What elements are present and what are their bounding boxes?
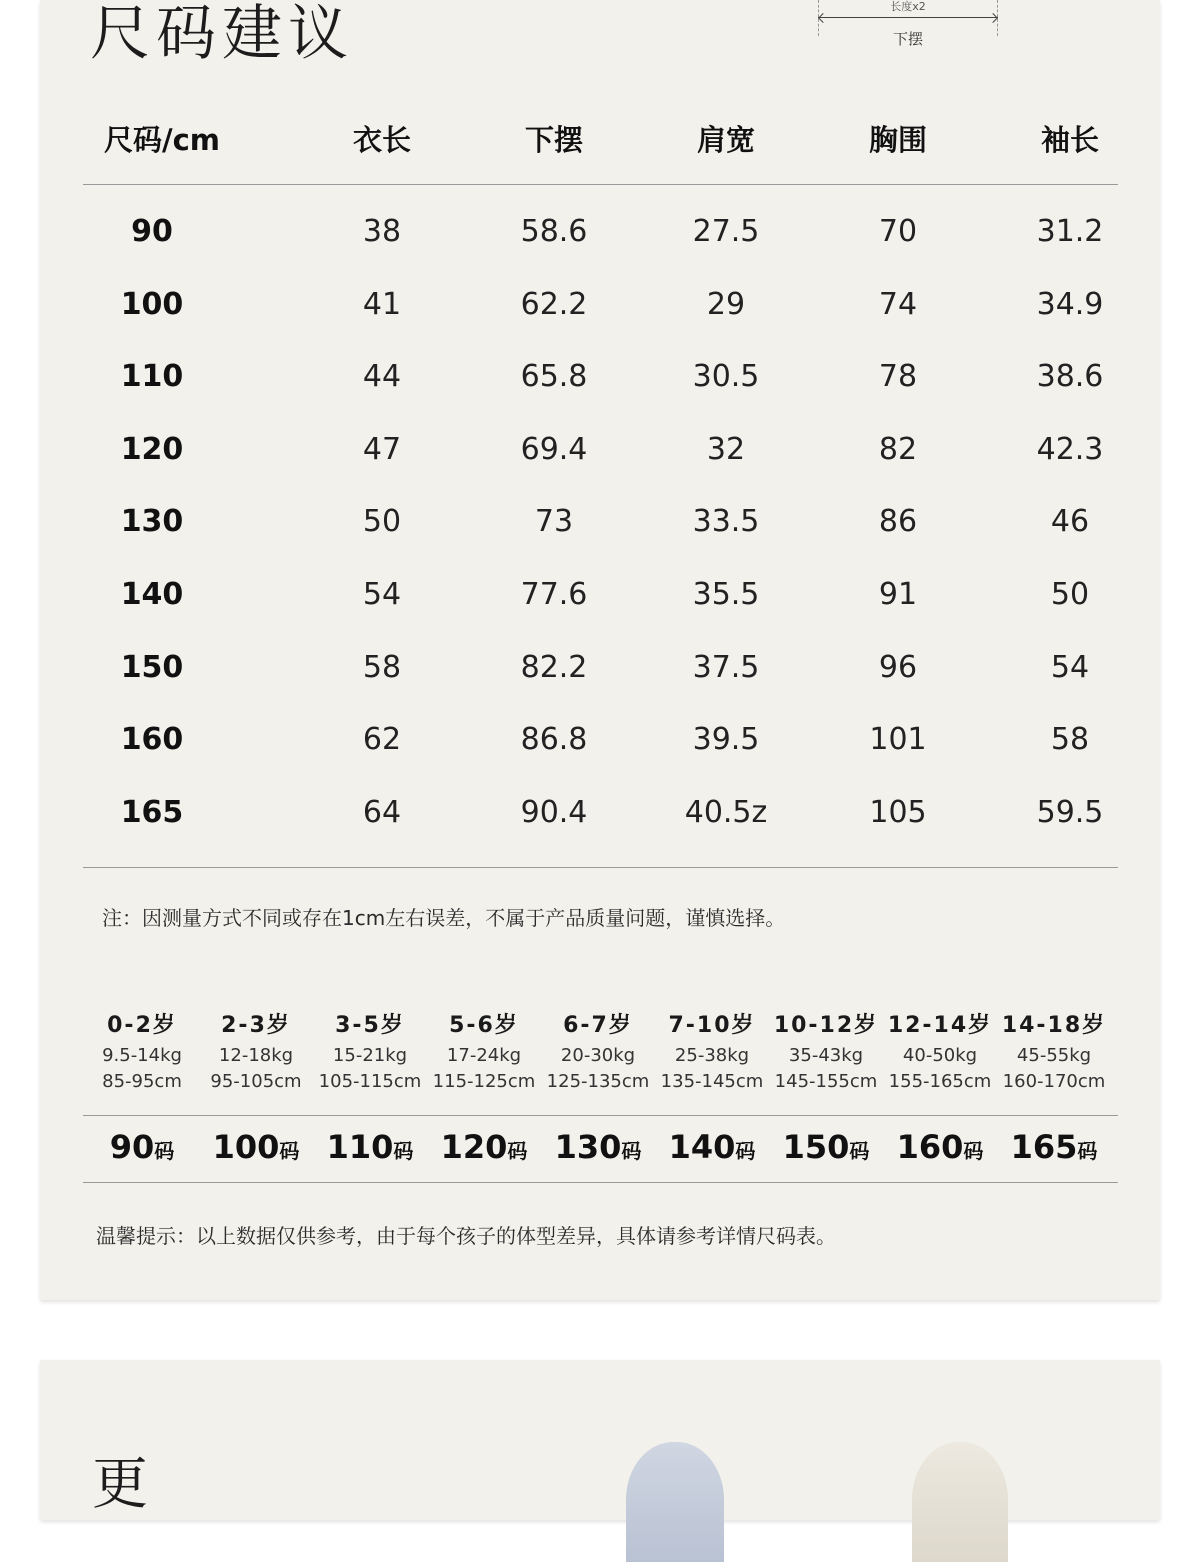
weight-range: 12-18kg: [218, 1045, 294, 1066]
age-range: 6-7岁: [563, 1013, 633, 1038]
diagram-hem-label: 下摆: [892, 30, 923, 48]
cell-length: 54: [362, 577, 402, 612]
cell-shoulder: 29: [706, 287, 746, 322]
cell-chest: 70: [878, 214, 918, 249]
age-range: 12-14岁: [887, 1013, 993, 1038]
size-code-unit: 码: [279, 1139, 300, 1163]
weight-range: 35-43kg: [788, 1045, 864, 1066]
age-range: 5-6岁: [449, 1013, 519, 1038]
cell-chest: 91: [878, 577, 918, 612]
cell-length: 58: [362, 650, 402, 685]
age-group: [102, 1008, 182, 1091]
cell-chest: 101: [869, 722, 927, 757]
cell-sleeve: 59.5: [1036, 795, 1104, 830]
height-range: 135-145cm: [660, 1071, 764, 1092]
header-length: 衣长: [352, 123, 412, 157]
cell-length: 41: [362, 287, 402, 322]
table-row: [40, 504, 1160, 544]
size-code-unit: 码: [154, 1139, 175, 1163]
cell-shoulder: 30.5: [692, 359, 760, 394]
weight-range: 45-55kg: [1016, 1045, 1092, 1066]
cell-size: 140: [120, 577, 184, 612]
age-range: 0-2岁: [107, 1013, 177, 1038]
weight-range: 40-50kg: [902, 1045, 978, 1066]
age-group: [1002, 1008, 1106, 1091]
size-code: [555, 1128, 642, 1166]
cell-hem: 73: [534, 504, 574, 539]
cell-size: 160: [120, 722, 184, 757]
table-row: [40, 577, 1160, 617]
size-code-unit: 码: [621, 1139, 642, 1163]
header-hem: 下摆: [524, 123, 584, 157]
size-code: [327, 1128, 414, 1166]
header-chest: 胸围: [868, 123, 928, 157]
size-code-divider: [83, 1182, 1118, 1183]
cell-length: 64: [362, 795, 402, 830]
size-code: [783, 1128, 870, 1166]
table-row: [40, 287, 1160, 327]
size-code-number: 90: [109, 1128, 155, 1166]
cell-sleeve: 42.3: [1036, 432, 1104, 467]
cell-size: 130: [120, 504, 184, 539]
cell-sleeve: 34.9: [1036, 287, 1104, 322]
age-range: 2-3岁: [221, 1013, 291, 1038]
cell-shoulder: 32: [706, 432, 746, 467]
size-code-number: 140: [668, 1128, 736, 1166]
cell-sleeve: 38.6: [1036, 359, 1104, 394]
cell-length: 62: [362, 722, 402, 757]
cell-length: 50: [362, 504, 402, 539]
diagram-length-label: 长度x2: [890, 0, 926, 13]
cell-length: 44: [362, 359, 402, 394]
weight-range: 17-24kg: [446, 1045, 522, 1066]
cell-length: 38: [362, 214, 402, 249]
cell-shoulder: 39.5: [692, 722, 760, 757]
header-sleeve: 袖长: [1040, 123, 1100, 157]
size-code-number: 130: [554, 1128, 622, 1166]
cell-hem: 65.8: [520, 359, 588, 394]
age-group: [774, 1008, 878, 1091]
cell-hem: 58.6: [520, 214, 588, 249]
cell-length: 47: [362, 432, 402, 467]
table-row: [40, 359, 1160, 399]
height-range: 125-135cm: [546, 1071, 650, 1092]
age-group: [433, 1008, 536, 1091]
table-bottom-divider: [83, 867, 1118, 868]
size-code-number: 100: [212, 1128, 280, 1166]
height-range: 160-170cm: [1002, 1071, 1106, 1092]
cell-hem: 62.2: [520, 287, 588, 322]
cell-shoulder: 40.5z: [684, 795, 768, 830]
table-header: [40, 118, 1160, 162]
table-row: [40, 650, 1160, 690]
cream-garment-image: [912, 1442, 1008, 1562]
cell-chest: 74: [878, 287, 918, 322]
table-row: [40, 722, 1160, 762]
cell-sleeve: 50: [1050, 577, 1090, 612]
cell-chest: 82: [878, 432, 918, 467]
header-shoulder: 肩宽: [696, 123, 756, 157]
size-code-unit: 码: [393, 1139, 414, 1163]
cell-shoulder: 35.5: [692, 577, 760, 612]
table-row: [40, 432, 1160, 472]
height-range: 85-95cm: [102, 1071, 182, 1092]
cell-hem: 90.4: [520, 795, 588, 830]
size-code-number: 120: [440, 1128, 508, 1166]
cell-shoulder: 27.5: [692, 214, 760, 249]
size-code: [669, 1128, 756, 1166]
height-range: 155-165cm: [888, 1071, 992, 1092]
header-size: 尺码/cm: [103, 123, 221, 157]
cell-size: 100: [120, 287, 184, 322]
size-code-number: 110: [326, 1128, 394, 1166]
age-range: 10-12岁: [773, 1013, 879, 1038]
cell-hem: 69.4: [520, 432, 588, 467]
cell-chest: 86: [878, 504, 918, 539]
size-code-number: 165: [1010, 1128, 1078, 1166]
age-group: [888, 1008, 992, 1091]
cell-shoulder: 37.5: [692, 650, 760, 685]
weight-range: 25-38kg: [674, 1045, 750, 1066]
cell-size: 120: [120, 432, 184, 467]
cell-chest: 105: [869, 795, 927, 830]
size-code: [110, 1128, 175, 1166]
cell-hem: 77.6: [520, 577, 588, 612]
age-divider: [83, 1115, 1118, 1116]
size-code-unit: 码: [963, 1139, 984, 1163]
next-section-title: 更: [92, 1452, 148, 1517]
age-group: [319, 1008, 422, 1091]
height-range: 95-105cm: [210, 1071, 302, 1092]
hem-measure-diagram: [816, 0, 1000, 60]
header-divider: [83, 184, 1118, 185]
size-code-unit: 码: [507, 1139, 528, 1163]
reference-tip: 温馨提示：以上数据仅供参考，由于每个孩子的体型差异，具体请参考详情尺码表。: [96, 1224, 836, 1248]
height-range: 105-115cm: [318, 1071, 422, 1092]
age-range: 3-5岁: [335, 1013, 405, 1038]
size-code: [1011, 1128, 1098, 1166]
cell-hem: 82.2: [520, 650, 588, 685]
blue-garment-image: [626, 1442, 724, 1562]
height-range: 115-125cm: [432, 1071, 536, 1092]
weight-range: 20-30kg: [560, 1045, 636, 1066]
cell-size: 150: [120, 650, 184, 685]
size-code-number: 160: [896, 1128, 964, 1166]
next-section-card: [40, 1360, 1160, 1520]
double-arrow-icon: [818, 17, 998, 18]
size-code: [213, 1128, 300, 1166]
size-code-unit: 码: [1077, 1139, 1098, 1163]
weight-range: 15-21kg: [332, 1045, 408, 1066]
age-range: 14-18岁: [1001, 1013, 1107, 1038]
size-code: [897, 1128, 984, 1166]
cell-sleeve: 58: [1050, 722, 1090, 757]
weight-range: 9.5-14kg: [102, 1045, 182, 1066]
cell-chest: 78: [878, 359, 918, 394]
cell-sleeve: 54: [1050, 650, 1090, 685]
cell-sleeve: 31.2: [1036, 214, 1104, 249]
cell-size: 90: [131, 214, 173, 249]
height-range: 145-155cm: [774, 1071, 878, 1092]
cell-chest: 96: [878, 650, 918, 685]
measurement-note: 注：因测量方式不同或存在1cm左右误差，不属于产品质量问题，谨慎选择。: [102, 906, 786, 930]
size-guide-card: [40, 0, 1160, 1300]
cell-shoulder: 33.5: [692, 504, 760, 539]
age-range: 7-10岁: [668, 1013, 756, 1038]
age-group: [547, 1008, 650, 1091]
age-group: [661, 1008, 764, 1091]
page-title: 尺码建议: [90, 0, 354, 69]
size-code-unit: 码: [849, 1139, 870, 1163]
table-row: [40, 214, 1160, 254]
size-code-number: 150: [782, 1128, 850, 1166]
cell-hem: 86.8: [520, 722, 588, 757]
size-code: [441, 1128, 528, 1166]
table-row: [40, 795, 1160, 835]
age-group: [210, 1008, 301, 1091]
size-code-unit: 码: [735, 1139, 756, 1163]
cell-size: 110: [120, 359, 184, 394]
cell-size: 165: [120, 795, 184, 830]
cell-sleeve: 46: [1050, 504, 1090, 539]
